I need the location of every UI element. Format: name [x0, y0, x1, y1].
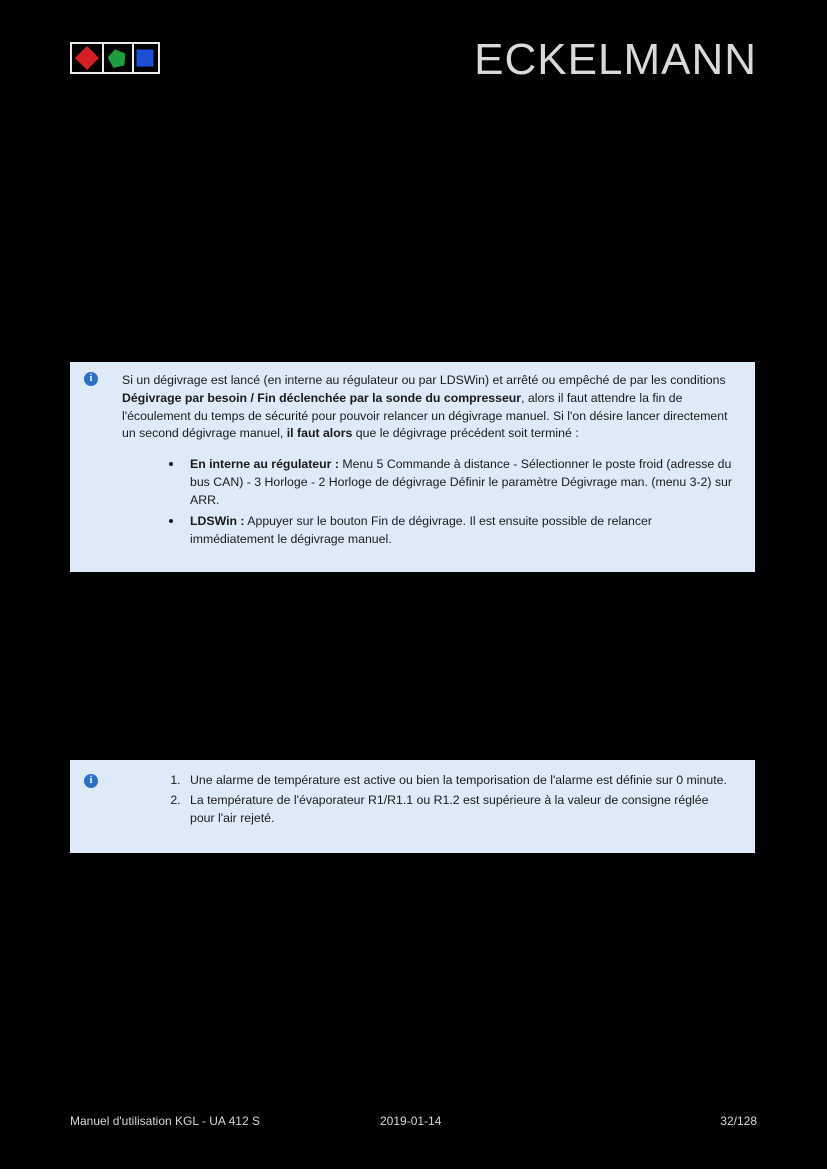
note-text-part: , alors il faut attendre la fin de l'écoulement du temps de sécurité pour pouvoir relancer un dégivrage manuel. Si l'on désire lancer directement un second dégivrage manuel,	[122, 390, 728, 441]
note-box-defrost	[70, 362, 755, 577]
list-item-text: Menu 5 Commande à distance - Sélectionner le poste froid (adresse du bus CAN) - 3 Horloge - 2 Horloge de dégivrage Définir le paramètre Dégivrage man. (menu 3-2) sur ARR.	[190, 457, 732, 507]
list-item	[184, 512, 733, 549]
page-header	[70, 35, 757, 94]
footer-document-title: Manuel d'utilisation KGL - UA 412 S	[70, 1114, 260, 1128]
list-item-lead: LDSWin :	[190, 513, 245, 528]
footer-page-number: 32/128	[720, 1114, 757, 1128]
page-footer	[70, 1114, 757, 1132]
note-text-bold: Dégivrage par besoin / Fin déclenchée par la sonde du compresseur	[122, 390, 522, 405]
list-item: 1. Une alarme de température est active ou bien la temporisation de l'alarme est définie sur 0 minute.	[184, 772, 733, 790]
list-item-text: Appuyer sur le bouton Fin de dégivrage. Il est ensuite possible de relancer immédiatement le dégivrage manuel.	[190, 513, 652, 546]
info-icon: i	[84, 372, 98, 386]
note-box-conditions	[70, 760, 755, 858]
eckelmann-logo-icon	[70, 42, 160, 74]
note-paragraph	[122, 372, 733, 443]
note-text-bold: il faut alors	[286, 426, 353, 441]
footer-date: 2019-01-14	[380, 1114, 442, 1128]
note-text-part: Si un dégivrage est lancé (en interne au régulateur ou par LDSWin) et arrêté ou empêché de par les conditions	[122, 373, 726, 387]
list-item: 2. La température de l'évaporateur R1/R1.1 ou R1.2 est supérieure à la valeur de consigne réglée pour l'air rejeté.	[184, 792, 733, 828]
info-icon: i	[84, 774, 98, 788]
list-item-lead: En interne au régulateur :	[190, 457, 339, 472]
note-bullet-list	[122, 455, 733, 548]
note-numbered-list	[122, 772, 733, 827]
brand-wordmark: ECKELMANN	[474, 35, 757, 84]
list-item	[184, 455, 733, 509]
note-text-part: que le dégivrage précédent soit terminé :	[352, 426, 579, 441]
